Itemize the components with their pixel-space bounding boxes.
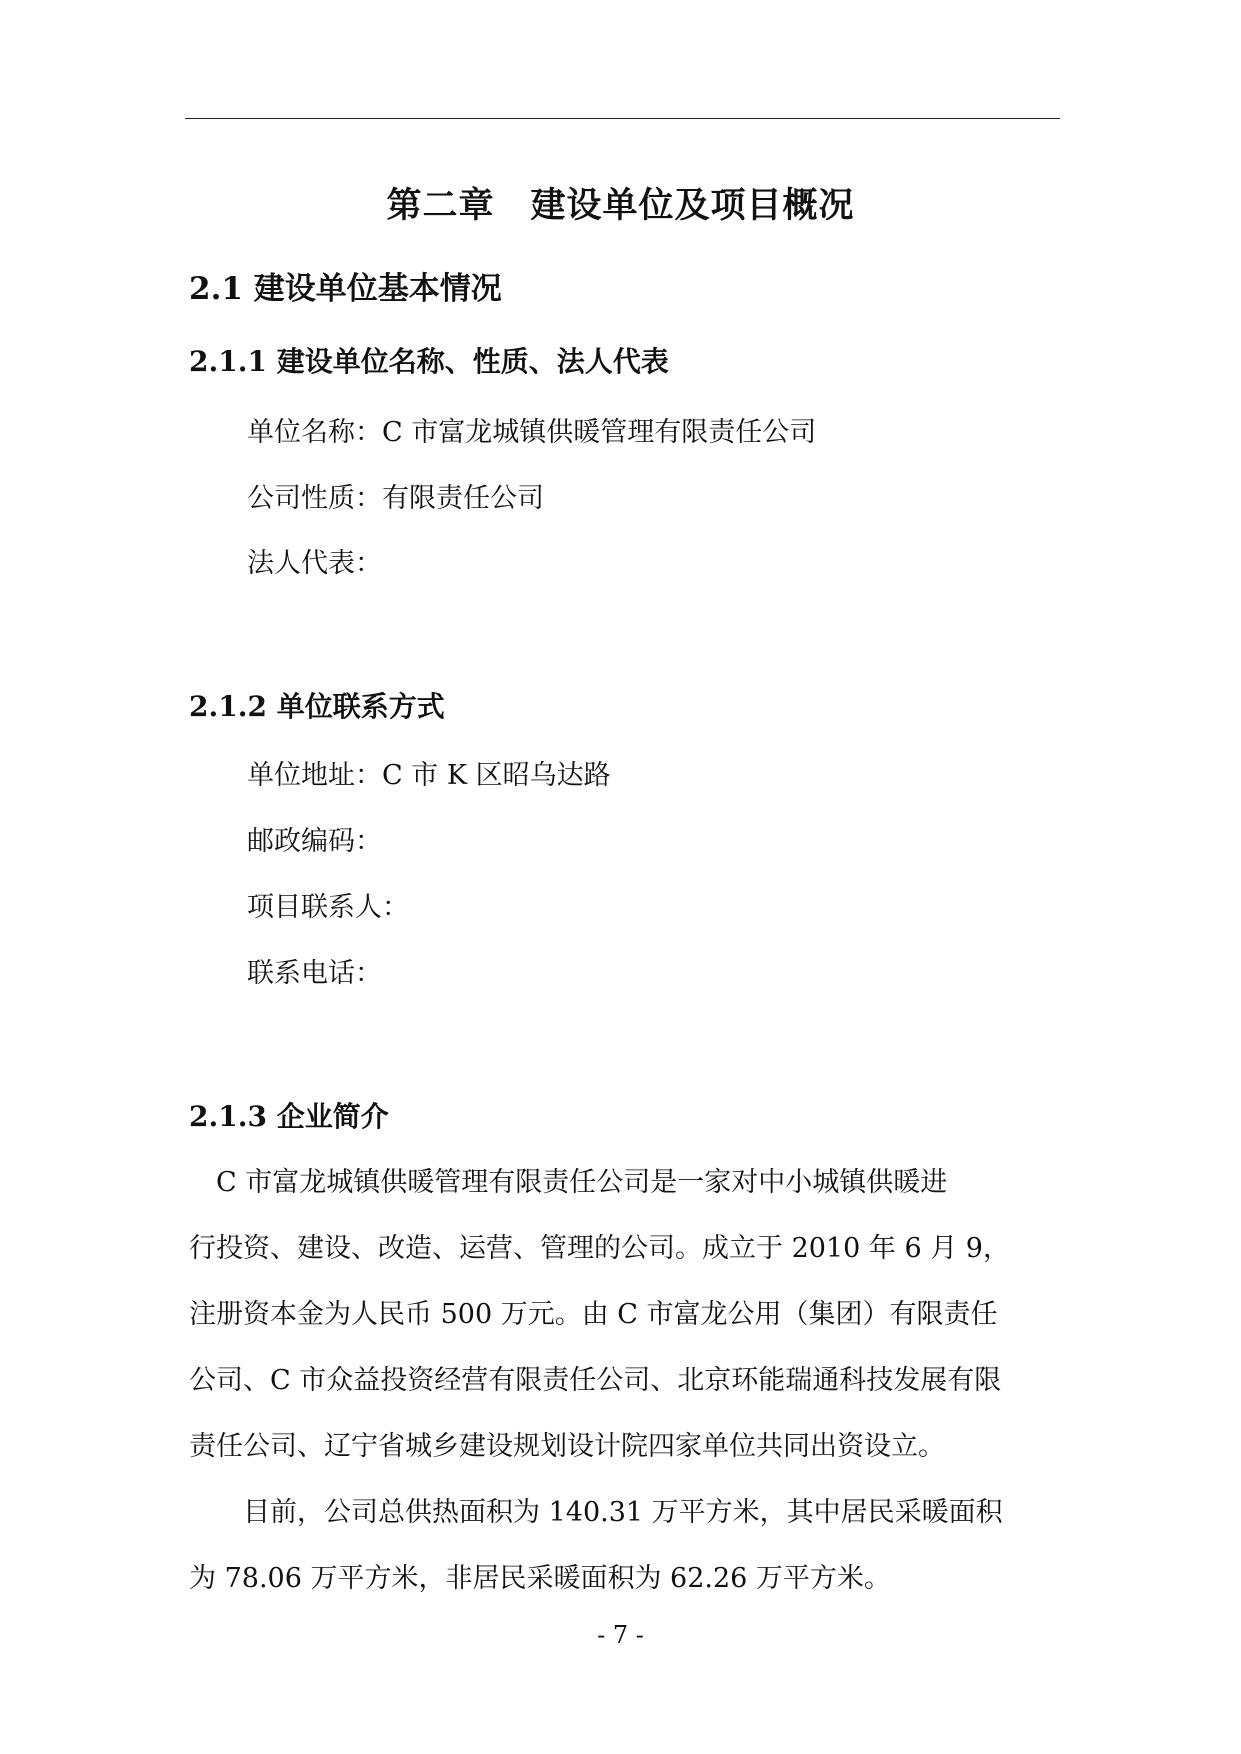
field-project-contact: 项目联系人： (247, 892, 409, 923)
paragraph-line: 行投资、建设、改造、运营、管理的公司。成立于 2010 年 6 月 9， (189, 1233, 1010, 1264)
section-2-1-2-heading: 2.1.2 单位联系方式 (189, 690, 445, 723)
header-rule (185, 118, 1060, 119)
field-contact-phone: 联系电话： (247, 958, 382, 989)
paragraph-line: 责任公司、辽宁省城乡建设规划设计院四家单位共同出资设立。 (189, 1431, 945, 1462)
paragraph-line: 注册资本金为人民币 500 万元。由 C 市富龙公用（集团）有限责任 (189, 1299, 998, 1330)
section-2-1-1-heading: 2.1.1 建设单位名称、性质、法人代表 (189, 345, 669, 378)
heating-area-paragraph (189, 1480, 1059, 1612)
page-number: - 7 - (597, 1621, 644, 1649)
section-2-1-3-heading: 2.1.3 企业简介 (189, 1100, 389, 1133)
section-2-1-heading: 2.1 建设单位基本情况 (189, 271, 502, 307)
chapter-title: 第二章 建设单位及项目概况 (386, 185, 855, 226)
paragraph-line: 目前，公司总供热面积为 140.31 万平方米，其中居民采暖面积 (189, 1497, 1003, 1528)
field-company-nature: 公司性质：有限责任公司 (247, 483, 544, 514)
paragraph-line: 公司、C 市众益投资经营有限责任公司、北京环能瑞通科技发展有限 (189, 1365, 1002, 1396)
field-unit-address: 单位地址：C 市 K 区昭乌达路 (247, 760, 611, 791)
field-unit-name: 单位名称：C 市富龙城镇供暖管理有限责任公司 (247, 417, 817, 448)
paragraph-line: C 市富龙城镇供暖管理有限责任公司是一家对中小城镇供暖进 (189, 1167, 948, 1198)
field-legal-representative: 法人代表： (247, 548, 382, 579)
company-intro-paragraph (189, 1150, 1059, 1480)
paragraph-line: 为 78.06 万平方米，非居民采暖面积为 62.26 万平方米。 (189, 1563, 891, 1594)
field-postal-code: 邮政编码： (247, 826, 382, 857)
